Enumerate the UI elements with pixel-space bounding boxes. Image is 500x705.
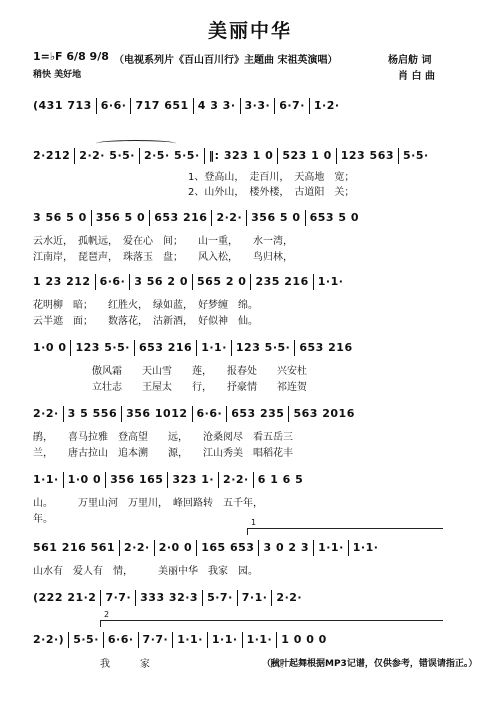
measure: 3 56 5 0 — [33, 211, 87, 224]
measure: 123 5·5· — [235, 341, 291, 354]
measure: 5·7· — [207, 591, 233, 604]
measure: 653 235 — [231, 407, 285, 420]
barline — [246, 210, 247, 226]
barline — [70, 340, 71, 356]
barline — [242, 632, 243, 648]
measure: 7·7· — [105, 591, 132, 604]
barline — [63, 406, 64, 422]
barline — [192, 406, 193, 422]
measure: 1̇·2̇· — [313, 99, 340, 112]
barline — [211, 210, 212, 226]
barline — [196, 540, 197, 556]
page-title: 美丽中华 — [207, 20, 292, 42]
measure: 6·6· — [100, 99, 127, 112]
measure: 2·2· — [216, 211, 243, 224]
lyric-line: 鹃， 喜马拉雅 登高望 远， 沧桑阅尽 看五岳三 — [33, 432, 293, 443]
staff-line — [33, 540, 443, 562]
barline — [105, 472, 106, 488]
measure: 653 216 — [154, 211, 208, 224]
measure: 4 3 3· — [197, 99, 236, 112]
measure: ‖: 323 1 0 — [208, 149, 274, 162]
staff-line — [33, 274, 443, 296]
barline — [313, 540, 314, 556]
volta-bracket — [247, 518, 443, 535]
staff-line — [33, 340, 443, 362]
measure: 6·6· — [196, 407, 223, 420]
measure: 2̇·2̇12̇ — [33, 149, 71, 162]
measure: (431 713 — [33, 99, 92, 112]
measure: 6·7· — [279, 99, 305, 112]
measure: 3 56 2 0 — [134, 275, 189, 288]
volta-number: 1 — [251, 518, 257, 527]
lyric-line: 2、山外山， 楼外楼， 古道阳 关； — [188, 187, 355, 198]
measure: 123 563 — [340, 149, 395, 162]
lyric-line: 山。 万里山河 万里川， 峰回路转 五千年， — [33, 498, 263, 509]
measure: 2·2· — [124, 541, 150, 554]
measure: 1·1· — [318, 541, 344, 554]
staff-line — [33, 98, 443, 120]
barline — [130, 98, 131, 114]
slur — [96, 140, 176, 147]
measure: 1·1· — [211, 633, 238, 646]
barline — [204, 148, 205, 164]
measure: 3·3· — [244, 99, 271, 112]
barline — [305, 210, 306, 226]
measure: 1 23 212 — [33, 275, 91, 288]
measure: 1·0 0 — [33, 341, 67, 354]
measure: 2·2· — [33, 407, 59, 420]
measure: 653 216 — [299, 341, 353, 354]
measure: 333 32·3 — [140, 591, 199, 604]
measure: 1·1· — [352, 541, 379, 554]
measure: 523 1 0 — [282, 149, 332, 162]
staff-line — [33, 406, 443, 428]
barline — [202, 590, 203, 606]
barline — [231, 340, 232, 356]
barline — [277, 148, 278, 164]
barline — [258, 540, 259, 556]
barline — [294, 340, 295, 356]
barline — [139, 148, 140, 164]
measure: 6·6· — [107, 633, 134, 646]
barline — [240, 98, 241, 114]
lyric-line: 山水有 爱人有 情， 美丽中华 我家 园。 — [33, 566, 258, 577]
measure: 1·1· — [246, 633, 273, 646]
barline — [96, 98, 97, 114]
barline — [134, 340, 135, 356]
barline — [103, 632, 104, 648]
measure: 356 1012 — [126, 407, 188, 420]
barline — [253, 472, 254, 488]
measure: 1·1· — [201, 341, 227, 354]
lyric-line: 花明柳 暗； 红胜火， 绿如蓝， 好梦缠 绵。 — [33, 300, 258, 311]
lyric-line: 立壮志 王屋太 行， 抒豪情 祁连贺 — [92, 382, 307, 393]
measure: 2·2· 5·5· — [79, 149, 135, 162]
lyric-line: 云半遮 面； 数落花， 沽新酒， 好似神 仙。 — [33, 316, 258, 327]
barline — [218, 472, 219, 488]
lyric-line: 傲风霜 天山雪 莲， 报春处 兴安杜 — [92, 366, 307, 377]
staff-line — [33, 632, 443, 654]
barline — [313, 274, 314, 290]
measure: 653 5 0 — [309, 211, 360, 224]
barline — [274, 98, 275, 114]
measure: 2·2·) — [33, 633, 65, 646]
measure: 2·5· 5·5· — [143, 149, 200, 162]
barline — [121, 406, 122, 422]
barline — [74, 148, 75, 164]
measure: 123 5·5· — [75, 341, 130, 354]
barline — [309, 98, 310, 114]
tempo-marking: 稍快 美好地 — [33, 70, 82, 80]
lyric-line: 1、登高山， 走百川， 天高地 宽； — [188, 172, 355, 183]
barline — [196, 340, 197, 356]
measure: 6 1 6 5 — [257, 473, 304, 486]
barline — [192, 274, 193, 290]
barline — [348, 540, 349, 556]
barline — [149, 210, 150, 226]
barline — [100, 590, 101, 606]
measure: 356 5 0 — [95, 211, 146, 224]
measure: 563 2016 — [293, 407, 355, 420]
barline — [250, 274, 251, 290]
volta-number: 2 — [104, 610, 110, 619]
barline — [63, 472, 64, 488]
barline — [68, 632, 69, 648]
composer: 肖 白 曲 — [398, 71, 435, 82]
barline — [91, 210, 92, 226]
lyric-line: 兰， 唐古拉山 追本溯 源， 江山秀美 唱稻花丰 — [33, 448, 293, 459]
footnote: （秋叶起舞根据MP3记谱，仅供参考，错误请指正。） — [262, 659, 478, 669]
barline — [129, 274, 130, 290]
lyricist: 杨启舫 词 — [388, 55, 432, 66]
barline — [398, 148, 399, 164]
barline — [288, 406, 289, 422]
barline — [95, 274, 96, 290]
measure: 2·2· — [276, 591, 303, 604]
lyric-line: 我 家 园。 — [100, 659, 290, 670]
subtitle: （电视系列片《百山百川行》主题曲 宋祖英演唱） — [114, 55, 338, 66]
lyric-line: 云水近， 孤帆远， 爱在心 间； 山一重， 水一湾， — [33, 236, 293, 247]
measure: (222 21·2 — [33, 591, 97, 604]
barline — [138, 632, 139, 648]
measure: 717 651 — [135, 99, 189, 112]
measure: 1 0 0 0 — [281, 633, 327, 646]
barline — [135, 590, 136, 606]
lyric-line: 年。 — [33, 514, 53, 525]
key-signature: 1=♭F 6/8 9/8 — [33, 50, 109, 63]
measure: 3 0 2 3 — [263, 541, 310, 554]
staff-line — [33, 590, 443, 612]
measure: 3 5 556 — [67, 407, 118, 420]
staff-line — [33, 472, 443, 494]
staff-line — [33, 148, 443, 170]
barline — [226, 406, 227, 422]
measure: 1·1· — [177, 633, 203, 646]
measure: 165 653 — [201, 541, 255, 554]
measure: 7·1· — [241, 591, 268, 604]
measure: 1·1· — [317, 275, 344, 288]
measure: 653 216 — [138, 341, 193, 354]
measure: 356 165 — [110, 473, 164, 486]
measure: 5·5· — [403, 149, 429, 162]
measure: 323 1· — [172, 473, 215, 486]
measure: 356 5 0 — [251, 211, 301, 224]
measure: 2·0 0 — [158, 541, 193, 554]
barline — [154, 540, 155, 556]
measure: 7·7· — [142, 633, 169, 646]
volta-bracket — [100, 610, 443, 627]
measure: 1·1· — [33, 473, 59, 486]
measure: 1·0 0 — [67, 473, 102, 486]
barline — [237, 590, 238, 606]
staff-line — [33, 210, 443, 232]
measure: 6·6· — [99, 275, 126, 288]
measure: 5·5· — [73, 633, 99, 646]
measure: 561 216 561 — [33, 541, 116, 554]
barline — [172, 632, 173, 648]
barline — [207, 632, 208, 648]
barline — [193, 98, 194, 114]
barline — [276, 632, 277, 648]
measure: 565 2 0 — [197, 275, 247, 288]
barline — [119, 540, 120, 556]
barline — [336, 148, 337, 164]
barline — [167, 472, 168, 488]
barline — [271, 590, 272, 606]
measure: 235 216 — [255, 275, 309, 288]
lyric-line: 江南岸， 琵琶声， 珠落玉 盘； 风入松， 鸟归林， — [33, 252, 293, 263]
measure: 2·2· — [223, 473, 249, 486]
